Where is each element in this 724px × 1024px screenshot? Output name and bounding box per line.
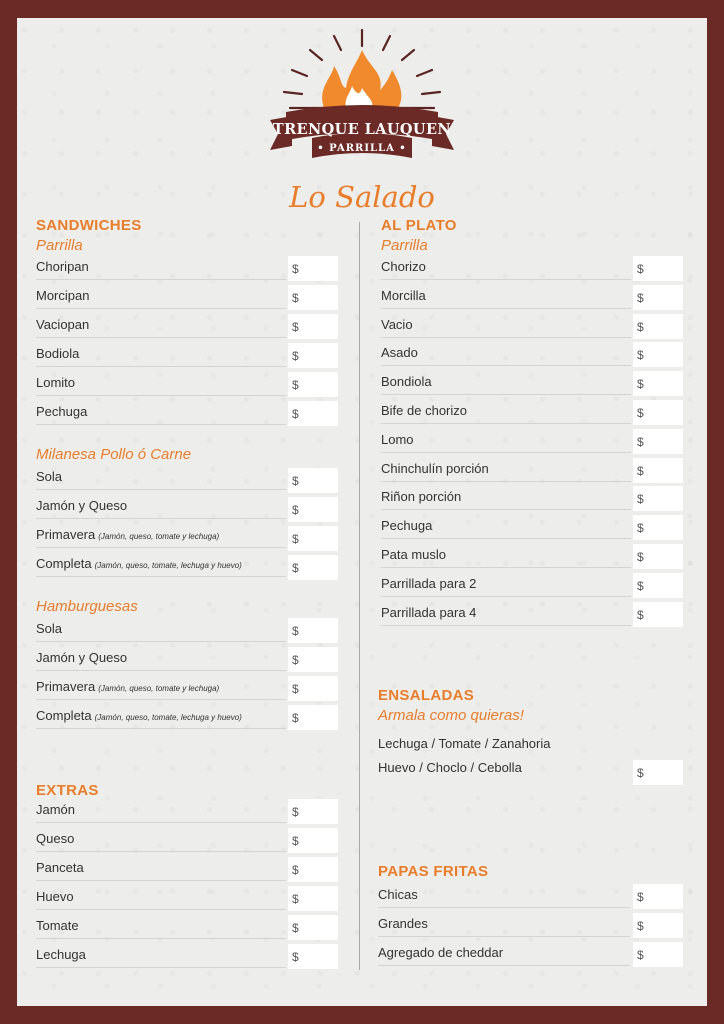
menu-item-row bbox=[378, 884, 630, 908]
al-plato-heading: AL PLATO bbox=[381, 217, 457, 234]
menu-item-name: Pechuga bbox=[381, 518, 433, 534]
price-field bbox=[633, 573, 683, 598]
menu-item-name: Chicas bbox=[378, 887, 418, 902]
currency-symbol: $ bbox=[292, 378, 299, 392]
currency-symbol: $ bbox=[292, 474, 299, 488]
currency-symbol: $ bbox=[292, 892, 299, 906]
menu-item-name: Jamón bbox=[36, 802, 76, 817]
menu-item-row bbox=[36, 676, 286, 700]
menu-item-row bbox=[378, 942, 630, 966]
menu-item-row bbox=[381, 256, 631, 280]
currency-symbol: $ bbox=[292, 320, 299, 334]
currency-symbol: $ bbox=[637, 948, 644, 962]
menu-item-name: Tomate bbox=[36, 918, 79, 933]
price-field bbox=[288, 256, 338, 281]
price-field bbox=[633, 942, 683, 967]
menu-item-row bbox=[36, 314, 286, 338]
ensaladas-heading: ENSALADAS bbox=[378, 687, 475, 704]
menu-item-label: Primavera bbox=[36, 527, 96, 542]
menu-item-name: Bondiola bbox=[381, 374, 432, 390]
currency-symbol: $ bbox=[292, 291, 299, 305]
price-field bbox=[288, 799, 338, 824]
menu-item-name: Pechuga bbox=[36, 404, 88, 419]
menu-item-row bbox=[381, 400, 631, 424]
extras-heading: EXTRAS bbox=[36, 782, 99, 799]
menu-item-label: Completa bbox=[36, 708, 92, 723]
price-field bbox=[633, 913, 683, 938]
menu-item-name: Panceta bbox=[36, 860, 84, 875]
menu-item-row bbox=[381, 515, 631, 539]
currency-symbol: $ bbox=[292, 805, 299, 819]
menu-item-name: Chorizo bbox=[381, 259, 426, 274]
price-field bbox=[288, 314, 338, 339]
papas-heading: PAPAS FRITAS bbox=[378, 863, 489, 880]
menu-item-row bbox=[36, 524, 286, 548]
currency-symbol: $ bbox=[292, 950, 299, 964]
menu-item-label: Completa bbox=[36, 556, 92, 571]
currency-symbol: $ bbox=[292, 711, 299, 725]
price-field bbox=[633, 760, 683, 785]
currency-symbol: $ bbox=[292, 863, 299, 877]
price-field bbox=[633, 400, 683, 425]
section-title: Lo Salado bbox=[289, 180, 435, 214]
menu-item-name: Lechuga bbox=[36, 947, 86, 962]
menu-item-name: Huevo bbox=[36, 889, 74, 904]
menu-item-name bbox=[36, 498, 127, 513]
menu-item-note: (Jamón, queso, tomate, lechuga y huevo) bbox=[94, 561, 242, 570]
menu-item-row bbox=[36, 857, 286, 881]
price-field bbox=[288, 468, 338, 493]
menu-item-label: Primavera bbox=[36, 679, 96, 694]
price-field bbox=[288, 526, 338, 551]
sandwiches-parrilla-heading: Parrilla bbox=[36, 237, 83, 254]
menu-item-row bbox=[381, 342, 631, 366]
currency-symbol: $ bbox=[637, 434, 644, 449]
menu-item-name bbox=[36, 469, 62, 484]
price-field bbox=[633, 486, 683, 511]
currency-symbol: $ bbox=[637, 890, 644, 904]
currency-symbol: $ bbox=[637, 377, 644, 392]
price-field bbox=[288, 285, 338, 310]
al-plato-subheading: Parrilla bbox=[381, 237, 428, 254]
menu-item-name: Grandes bbox=[378, 916, 428, 931]
menu-item-row bbox=[36, 466, 286, 490]
menu-item-row bbox=[378, 913, 630, 937]
menu-item-name: Lomito bbox=[36, 375, 76, 390]
currency-symbol: $ bbox=[637, 262, 644, 276]
menu-item-name bbox=[36, 650, 127, 665]
menu-item-name bbox=[36, 708, 242, 723]
currency-symbol: $ bbox=[637, 492, 644, 507]
price-field bbox=[288, 676, 338, 701]
price-field bbox=[633, 285, 683, 310]
brand-subtitle: • PARRILLA • bbox=[317, 143, 407, 154]
menu-item-label: Jamón y Queso bbox=[36, 650, 128, 665]
currency-symbol: $ bbox=[637, 463, 644, 478]
menu-item-label: Sola bbox=[36, 621, 63, 636]
currency-symbol: $ bbox=[637, 348, 644, 363]
menu-item-label: Jamón y Queso bbox=[36, 498, 128, 513]
menu-item-name: Bife de chorizo bbox=[381, 403, 467, 418]
hamburguesas-heading: Hamburguesas bbox=[36, 598, 138, 615]
price-field bbox=[288, 497, 338, 522]
menu-item-row bbox=[36, 799, 286, 823]
menu-item-note: (Jamón, queso, tomate, lechuga y huevo) bbox=[94, 713, 242, 722]
menu-item-row bbox=[381, 458, 631, 482]
currency-symbol: $ bbox=[292, 532, 299, 546]
price-field bbox=[633, 314, 683, 339]
ensaladas-line: Huevo / Choclo / Cebolla bbox=[378, 760, 522, 775]
price-field bbox=[288, 944, 338, 969]
menu-item-name: Agregado de cheddar bbox=[378, 945, 504, 960]
price-field bbox=[288, 401, 338, 426]
menu-item-note: (Jamón, queso, tomate y lechuga) bbox=[98, 684, 220, 693]
currency-symbol: $ bbox=[292, 407, 299, 421]
menu-item-name: Parrillada para 4 bbox=[381, 604, 477, 620]
price-field bbox=[288, 705, 338, 730]
price-field bbox=[288, 915, 338, 940]
currency-symbol: $ bbox=[637, 607, 644, 622]
currency-symbol: $ bbox=[292, 921, 299, 935]
menu-item-name bbox=[36, 527, 219, 542]
menu-item-row bbox=[36, 256, 286, 280]
menu-item-row bbox=[381, 486, 631, 510]
price-field bbox=[288, 857, 338, 882]
currency-symbol: $ bbox=[292, 624, 299, 638]
currency-symbol: $ bbox=[637, 766, 644, 780]
currency-symbol: $ bbox=[637, 319, 644, 334]
sandwiches-heading: SANDWICHES bbox=[36, 217, 142, 234]
menu-item-name: Asado bbox=[381, 345, 418, 361]
menu-item-name bbox=[36, 621, 62, 636]
menu-item-name: Chinchulín porción bbox=[381, 460, 489, 476]
ensaladas-line: Lechuga / Tomate / Zanahoria bbox=[378, 736, 551, 751]
menu-item-row bbox=[36, 343, 286, 367]
price-field bbox=[288, 618, 338, 643]
price-field bbox=[288, 372, 338, 397]
column-divider bbox=[359, 222, 360, 970]
menu-item-row bbox=[36, 553, 286, 577]
menu-item-row bbox=[36, 915, 286, 939]
currency-symbol: $ bbox=[637, 578, 644, 593]
menu-item-row bbox=[36, 495, 286, 519]
currency-symbol: $ bbox=[637, 919, 644, 933]
menu-item-row bbox=[381, 371, 631, 395]
menu-item-row bbox=[36, 705, 286, 729]
ensaladas-subheading: Armala como quieras! bbox=[378, 707, 524, 724]
menu-item-name: Morcilla bbox=[381, 287, 426, 303]
price-field bbox=[288, 828, 338, 853]
menu-item-row bbox=[381, 314, 631, 338]
currency-symbol: $ bbox=[637, 550, 644, 564]
price-field bbox=[633, 342, 683, 367]
menu-item-row bbox=[36, 886, 286, 910]
price-field bbox=[633, 256, 683, 281]
price-field bbox=[633, 458, 683, 483]
menu-item-name: Vacio bbox=[381, 316, 413, 332]
currency-symbol: $ bbox=[292, 503, 299, 517]
price-field bbox=[633, 602, 683, 627]
menu-item-row bbox=[36, 285, 286, 309]
menu-item-note: (Jamón, queso, tomate y lechuga) bbox=[98, 532, 220, 541]
menu-item-name: Riñon porción bbox=[381, 489, 462, 505]
menu-item-row bbox=[36, 647, 286, 671]
currency-symbol: $ bbox=[292, 653, 299, 667]
currency-symbol: $ bbox=[292, 682, 299, 696]
currency-symbol: $ bbox=[292, 349, 299, 363]
menu-item-row bbox=[36, 401, 286, 425]
menu-item-name: Parrillada para 2 bbox=[381, 575, 477, 591]
menu-item-row bbox=[36, 828, 286, 852]
menu-item-name: Vaciopan bbox=[36, 317, 90, 332]
menu-item-row bbox=[381, 285, 631, 309]
menu-item-name: Pata muslo bbox=[381, 547, 447, 562]
menu-item-row bbox=[381, 602, 631, 626]
price-field bbox=[633, 429, 683, 454]
price-field bbox=[288, 555, 338, 580]
menu-item-row bbox=[381, 544, 631, 568]
menu-item-row bbox=[36, 372, 286, 396]
brand-name: TRENQUE LAUQUEN bbox=[272, 121, 452, 138]
currency-symbol: $ bbox=[292, 262, 299, 276]
price-field bbox=[288, 647, 338, 672]
menu-item-name: Choripan bbox=[36, 259, 89, 274]
menu-item-name: Lomo bbox=[381, 431, 414, 447]
currency-symbol: $ bbox=[637, 290, 644, 305]
milanesa-heading: Milanesa Pollo ó Carne bbox=[36, 446, 192, 463]
currency-symbol: $ bbox=[292, 834, 299, 848]
price-field bbox=[288, 886, 338, 911]
price-field bbox=[288, 343, 338, 368]
currency-symbol: $ bbox=[292, 561, 299, 575]
price-field bbox=[633, 371, 683, 396]
menu-item-name bbox=[36, 556, 242, 571]
menu-item-name: Bodiola bbox=[36, 346, 80, 361]
price-field bbox=[633, 544, 683, 569]
menu-item-row bbox=[36, 944, 286, 968]
currency-symbol: $ bbox=[637, 406, 644, 420]
menu-item-name: Morcipan bbox=[36, 288, 90, 303]
menu-item-row bbox=[381, 573, 631, 597]
price-field bbox=[633, 884, 683, 909]
menu-item-name: Queso bbox=[36, 831, 75, 846]
menu-item-name bbox=[36, 679, 219, 694]
menu-item-label: Sola bbox=[36, 469, 63, 484]
menu-item-row bbox=[36, 618, 286, 642]
price-field bbox=[633, 515, 683, 540]
currency-symbol: $ bbox=[637, 521, 644, 536]
brand-logo bbox=[262, 28, 462, 166]
menu-item-row bbox=[381, 429, 631, 453]
